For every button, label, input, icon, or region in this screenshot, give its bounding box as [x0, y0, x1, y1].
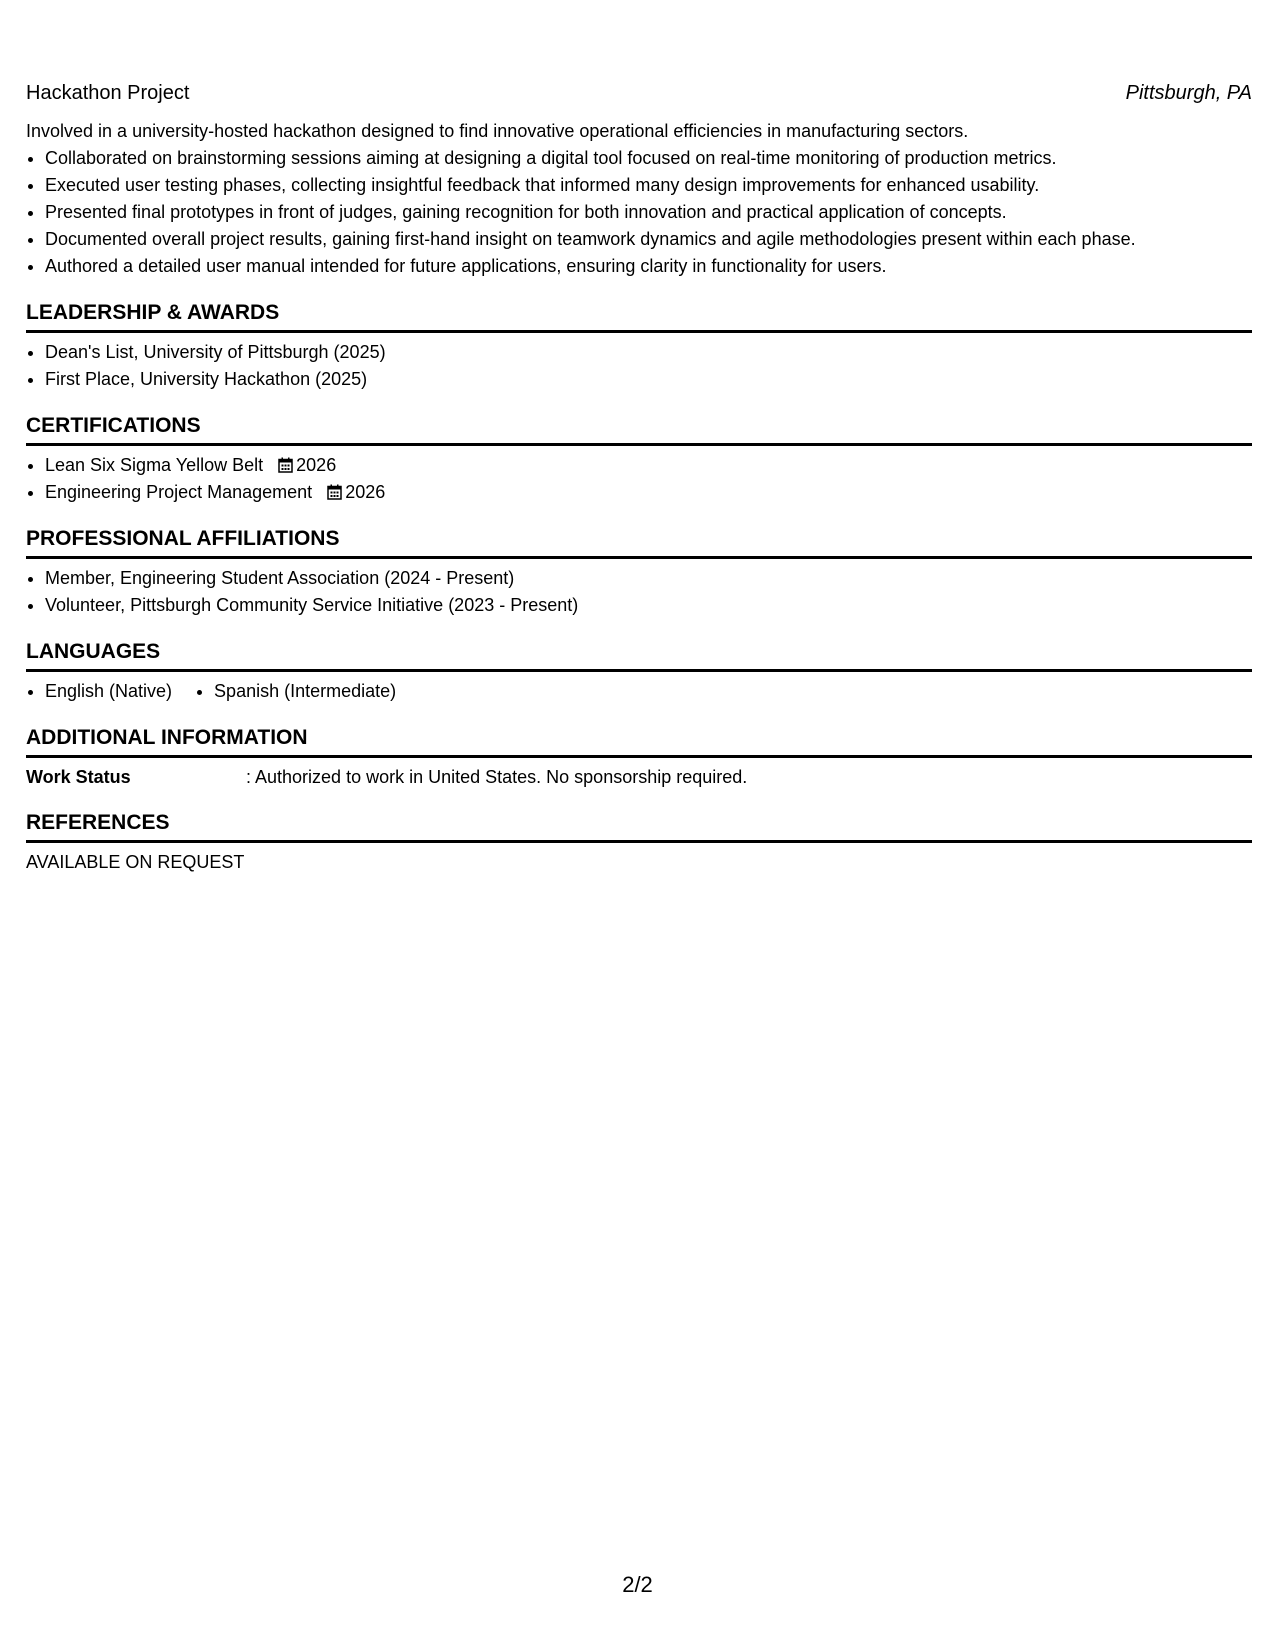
- leadership-heading: LEADERSHIP & AWARDS: [26, 290, 1252, 333]
- references-section: [26, 800, 1252, 875]
- certification-item: [45, 479, 1252, 506]
- affiliations-heading: PROFESSIONAL AFFILIATIONS: [26, 516, 1252, 559]
- list-item: • Collaborated on brainstorming sessions aiming at designing a digital tool focused on real-time monitoring of production metrics.: [45, 145, 1252, 172]
- resume-page: [26, 82, 1252, 875]
- project-title: Hackathon Project: [26, 82, 190, 104]
- project-description: Involved in a university-hosted hackathon designed to find innovative operational efficiencies in manufacturing sectors.: [26, 121, 969, 141]
- list-item: • Executed user testing phases, collecting insightful feedback that informed many design improvements for enhanced usability.: [45, 172, 1252, 199]
- languages-section: [26, 629, 1252, 705]
- list-item: • Presented final prototypes in front of judges, gaining recognition for both innovation and practical application of concepts.: [45, 199, 1252, 226]
- references-heading: REFERENCES: [26, 800, 1252, 843]
- language-item: • English (Native): [45, 678, 172, 705]
- languages-list: [26, 678, 1252, 705]
- leadership-list: [26, 339, 1252, 393]
- project-location: Pittsburgh, PA: [1125, 82, 1252, 104]
- list-item: • Documented overall project results, gaining first-hand insight on teamwork dynamics and agile methodologies present within each phase.: [45, 226, 1252, 253]
- languages-heading: LANGUAGES: [26, 629, 1252, 672]
- affiliations-list: [26, 565, 1252, 619]
- affiliations-section: [26, 516, 1252, 619]
- certifications-heading: CERTIFICATIONS: [26, 403, 1252, 446]
- certification-item: [45, 452, 1252, 479]
- additional-section: [26, 715, 1252, 790]
- project-bullets: [26, 145, 1252, 280]
- project-header: [26, 82, 1252, 112]
- calendar-icon: [327, 484, 342, 500]
- certification-year: 2026: [345, 482, 386, 502]
- additional-heading: ADDITIONAL INFORMATION: [26, 715, 1252, 758]
- list-item: • Dean's List, University of Pittsburgh (2025): [45, 339, 1252, 366]
- leadership-section: [26, 290, 1252, 393]
- language-item: • Spanish (Intermediate): [214, 678, 396, 705]
- list-item: • Member, Engineering Student Association (2024 - Present): [45, 565, 1252, 592]
- certification-year: 2026: [296, 455, 337, 475]
- calendar-icon: [278, 457, 293, 473]
- references-text: AVAILABLE ON REQUEST: [26, 852, 245, 872]
- work-status-value: : Authorized to work in United States. No sponsorship required.: [246, 767, 748, 787]
- certification-name: Lean Six Sigma Yellow Belt: [45, 455, 264, 475]
- list-item: • First Place, University Hackathon (2025): [45, 366, 1252, 393]
- certification-name: Engineering Project Management: [45, 482, 313, 502]
- certifications-list: [26, 452, 1252, 506]
- list-item: • Volunteer, Pittsburgh Community Service Initiative (2023 - Present): [45, 592, 1252, 619]
- certifications-section: [26, 403, 1252, 506]
- page-number: 2/2: [622, 1572, 653, 1597]
- work-status-row: [26, 764, 1252, 790]
- list-item: • Authored a detailed user manual intended for future applications, ensuring clarity in functionality for users.: [45, 253, 1252, 280]
- work-status-label: Work Status: [26, 767, 131, 787]
